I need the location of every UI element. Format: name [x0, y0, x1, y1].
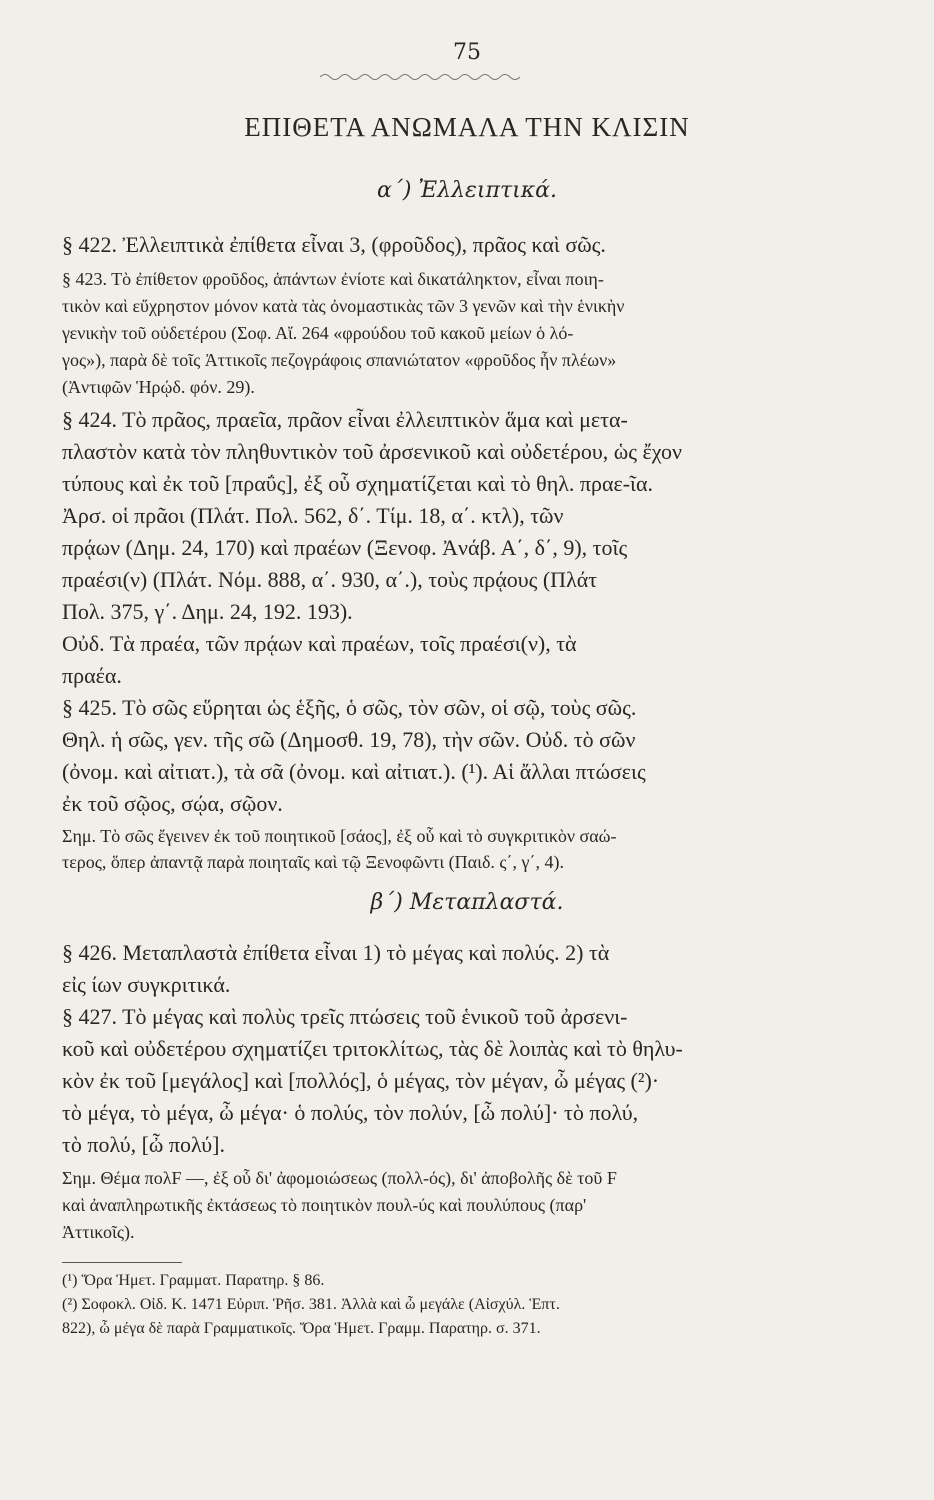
- text-line: τὸ πολύ, [ὦ πολύ].: [62, 1132, 226, 1157]
- text-line: τικὸν καὶ εὔχρηστον μόνον κατὰ τὰς ὀνομαστικὰς τῶν 3 γενῶν καὶ τὴν ἑνικὴν: [62, 296, 625, 316]
- decorative-wave-rule: [320, 72, 520, 82]
- page-title: ΕΠΙΘΕΤΑ ΑΝΩΜΑΛΑ ΤΗΝ ΚΛΙΣΙΝ: [244, 112, 690, 142]
- text-line: § 424. Τὸ πρᾶος, πραεῖα, πρᾶον εἶναι ἐλλειπτικὸν ἅμα καὶ μετα-: [62, 407, 628, 432]
- text-line: γενικὴν τοῦ οὐδετέρου (Σοφ. Αἴ. 264 «φρούδου τοῦ κακοῦ μείων ὁ λό-: [62, 323, 574, 343]
- text-line: Οὐδ. Τὰ πραέα, τῶν πρᾴων καὶ πραέων, τοῖς πραέσι(ν), τὰ: [62, 631, 577, 656]
- note-line: καὶ ἀναπληρωτικῆς ἐκτάσεως τὸ ποιητικὸν πουλ-ύς καὶ πουλύπους (παρ': [62, 1195, 587, 1215]
- text-line: πραέσι(ν) (Πλάτ. Νόμ. 888, α΄. 930, α΄.), τοὺς πρᾴους (Πλάτ: [62, 567, 598, 592]
- text-line: κὸν ἐκ τοῦ [μεγάλος] καὶ [πολλός], ὁ μέγας, τὸν μέγαν, ὦ μέγας (²)·: [62, 1068, 660, 1093]
- text-line: § 425. Τὸ σῶς εὕρηται ὡς ἑξῆς, ὁ σῶς, τὸν σῶν, οἱ σῷ, τοὺς σῶς.: [62, 695, 637, 720]
- text-line: τὸ μέγα, τὸ μέγα, ὦ μέγα· ὁ πολύς, τὸν πολύν, [ὦ πολύ]· τὸ πολύ,: [62, 1100, 639, 1125]
- text-line: (Ἀντιφῶν Ἡρῴδ. φόν. 29).: [62, 377, 255, 397]
- section-a-heading: α΄) Ἐλλειπτικά.: [376, 178, 558, 203]
- footnote: (¹) Ὅρα Ἡμετ. Γραμματ. Παρατηρ. § 86.: [62, 1272, 325, 1289]
- text-line: πλαστὸν κατὰ τὸν πληθυντικὸν τοῦ ἀρσενικοῦ καὶ οὐδετέρου, ὡς ἔχον: [62, 439, 682, 464]
- note-line: τερος, ὅπερ ἀπαντᾷ παρὰ ποιηταῖς καὶ τῷ Ξενοφῶντι (Παιδ. ς΄, γ΄, 4).: [62, 852, 564, 872]
- text-line: πραέα.: [62, 663, 122, 688]
- text-line: (ὀνομ. καὶ αἰτιατ.), τὰ σᾶ (ὀνομ. καὶ αἰτιατ.). (¹). Αἱ ἄλλαι πτώσεις: [62, 759, 646, 784]
- footnote: 822), ὦ μέγα δὲ παρὰ Γραμματικοῖς. Ὅρα Ἡμετ. Γραμμ. Παρατηρ. σ. 371.: [62, 1320, 541, 1337]
- text-line: § 423. Τὸ ἐπίθετον φροῦδος, ἁπάντων ἐνίοτε καὶ δικατάληκτον, εἶναι ποιη-: [62, 269, 604, 289]
- text-line: § 426. Μεταπλαστὰ ἐπίθετα εἶναι 1) τὸ μέγας καὶ πολύς. 2) τὰ: [62, 940, 610, 965]
- page-number: 75: [453, 40, 481, 65]
- text-line: ἐκ τοῦ σῷος, σῴα, σῷον.: [62, 791, 283, 816]
- footnote-rule: [62, 1262, 182, 1263]
- text-line: γος»), παρὰ δὲ τοῖς Ἀττικοῖς πεζογράφοις σπανιώτατον «φροῦδος ἦν πλέων»: [62, 350, 617, 370]
- text-line: Πολ. 375, γ΄. Δημ. 24, 192. 193).: [62, 599, 353, 624]
- note-line: Σημ. Θέμα πολF —, ἐξ οὗ δι' ἀφομοιώσεως (πολλ-ός), δι' ἀποβολῆς δὲ τοῦ F: [62, 1168, 617, 1188]
- text-line: Θηλ. ἡ σῶς, γεν. τῆς σῶ (Δημοσθ. 19, 78), τὴν σῶν. Οὐδ. τὸ σῶν: [62, 727, 636, 752]
- text-line: πρᾴων (Δημ. 24, 170) καὶ πραέων (Ξενοφ. Ἀνάβ. Α΄, δ΄, 9), τοῖς: [62, 535, 628, 560]
- text-line: § 427. Τὸ μέγας καὶ πολὺς τρεῖς πτώσεις τοῦ ἑνικοῦ τοῦ ἀρσενι-: [62, 1004, 628, 1029]
- section-b-heading: β΄) Μεταπλαστά.: [370, 890, 564, 915]
- note-line: Σημ. Τὸ σῶς ἔγεινεν ἐκ τοῦ ποιητικοῦ [σάος], ἐξ οὗ καὶ τὸ συγκριτικὸν σαώ-: [62, 826, 617, 846]
- text-line: Ἀρσ. οἱ πρᾶοι (Πλάτ. Πολ. 562, δ΄. Τίμ. 18, α΄. κτλ), τῶν: [62, 503, 564, 528]
- text-line: εἰς ίων συγκριτικά.: [62, 972, 231, 997]
- text-line: τύπους καὶ ἐκ τοῦ [πραΰς], ἐξ οὗ σχηματίζεται καὶ τὸ θηλ. πραε-ῖα.: [62, 471, 654, 496]
- text-line: κοῦ καὶ οὐδετέρου σχηματίζει τριτοκλίτως, τὰς δὲ λοιπὰς καὶ τὸ θηλυ-: [62, 1036, 683, 1061]
- note-line: Ἀττικοῖς).: [62, 1222, 135, 1242]
- footnote: (²) Σοφοκλ. Οἰδ. Κ. 1471 Εὐριπ. Ῥῆσ. 381. Ἀλλὰ καὶ ὦ μεγάλε (Αἰσχύλ. Ἑπτ.: [62, 1296, 560, 1313]
- text-line: § 422. Ἐλλειπτικὰ ἐπίθετα εἶναι 3, (φροῦδος), πρᾶος καὶ σῶς.: [62, 232, 606, 257]
